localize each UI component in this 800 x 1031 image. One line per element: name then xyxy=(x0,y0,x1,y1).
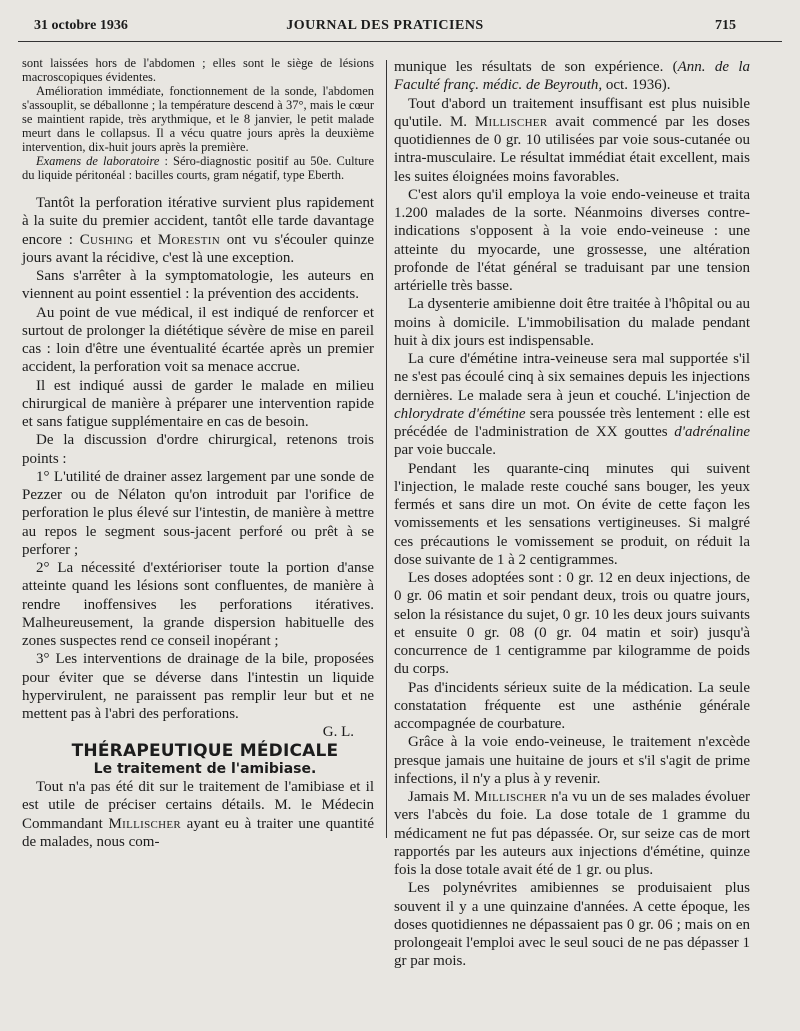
paragraph: Amélioration immédiate, fonctionnement de la sonde, l'abdomen s'assouplit, se déballonne ; la température descend à 37°, mais le cœur se maintient rapide, très arythmique, et le 8 janvier, le petit malade meurt dans le collapsus. Il a vécu quatre jours après la deuxième intervention, dix-huit jours après la première. xyxy=(22,84,374,154)
paragraph: De la discussion d'ordre chirurgical, retenons trois points : xyxy=(22,432,374,467)
paragraph: Pendant les quarante-cinq minutes qui suivent l'injection, le malade reste couché sans bouger, les yeux fermés et sans dire un mot. On évite de cette façon les vomissements et les sensations vertigineuses. Si malgré ces précautions le vomissement se produit, on réduit la dose suivante de 1 à 2 centigrammes. xyxy=(394,460,750,568)
paragraph: Les polynévrites amibiennes se produisaient plus souvent il y a une quinzaine d'années. A cette époque, les doses quotidiennes ne dépassaient pas 0 gr. 06 ; mais on en prolongeait l'emploi avec le seul souci de ne pas dépasser 1 gr par mois. xyxy=(394,880,750,970)
journal-title: JOURNAL DES PRATICIENS xyxy=(286,18,484,33)
drug-name: chlorydrate d'émétine xyxy=(394,405,526,422)
lab-exam-label: Examens de laboratoire xyxy=(36,154,160,168)
author-name: Cushing xyxy=(79,231,134,248)
paragraph: Il est indiqué aussi de garder le malade en milieu chirurgical de manière à préparer une intervention rapide et sans fatigue supplémentaire en cas de besoin. xyxy=(22,377,374,430)
paragraph: 3° Les interventions de drainage de la bile, proposées pour éviter que se déverse dans l'intestin un liquide hypervirulent, ne paraissent pas remplir leur but et ne mettent pas à l'abri des perforations. xyxy=(22,651,374,722)
paragraph: Tout n'a pas été dit sur le traitement de l'amibiase et il est utile de préciser certains détails. M. le Médecin Commandant Millischer ayant eu à traiter une quantité de malades, nous com- xyxy=(22,779,374,850)
paragraph: Tantôt la perforation itérative survient plus rapidement à la suite du premier accident, tantôt elle tarde davantage encore : Cushing et Morestin ont vu s'écouler quinze jours avant la récidive, c'est là une exception. xyxy=(22,195,375,266)
author-name: Morestin xyxy=(157,231,221,248)
paragraph: Les doses adoptées sont : 0 gr. 12 en deux injections, de 0 gr. 06 matin et soir pendant deux, trois ou quatre jours, selon la résistance du sujet, 0 gr. 10 les deux jours suivants et ensuite 0 gr. 08 (0 gr. 04 matin et soir) jusqu'à concurrence de 1 centigramme par kilogramme de poids du corps. xyxy=(394,570,750,678)
paragraph: sont laissées hors de l'abdomen ; elles sont le siège de lésions macroscopiques évidentes. xyxy=(22,56,374,84)
section-title: THÉRAPEUTIQUE MÉDICALE xyxy=(71,740,339,761)
paragraph: 1° L'utilité de drainer assez largement par une sonde de Pezzer ou de Nélaton qu'on introduit par l'orifice de perforation le plus élevé sur l'intestin, de manière à mettre au repos le segment sous-jacent perforé ou prêt à se perforer ; xyxy=(22,468,374,558)
paragraph: Au point de vue médical, il est indiqué de renforcer et surtout de prolonger la diététique sévère de mise en pareil cas : loin d'être une éventualité écartée après un premier accident, la perforation voit sa menace accrue. xyxy=(22,304,374,376)
left-column xyxy=(22,56,374,851)
author-name: Millischer xyxy=(108,815,182,832)
right-column xyxy=(394,58,750,971)
column-divider xyxy=(386,60,387,838)
author-name: Millischer xyxy=(474,113,548,130)
running-header xyxy=(34,18,736,38)
paragraph: munique les résultats de son expérience. (Ann. de la Faculté franç. médic. de Beyrouth, oct. 1936). xyxy=(394,59,750,94)
paragraph: Examens de laboratoire : Séro-diagnostic positif au 50e. Culture du liquide péritonéal : bacilles courts, gram négatif, type Eberth. xyxy=(22,154,374,182)
drug-name: d'adrénaline xyxy=(674,424,750,440)
paragraph: Tout d'abord un traitement insuffisant est plus nuisible qu'utile. M. Millischer avait commencé par les doses quotidiennes de 0 gr. 10 utilisées par voie sous-cutanée ou intra-musculaire. Le résultat immédiat était excellent, mais les suites éloignées moins favorables. xyxy=(394,95,750,185)
header-rule xyxy=(18,41,782,42)
paragraph: Jamais M. Millischer n'a vu un de ses malades évoluer vers l'abcès du foie. La dose totale de 1 gramme du médicament ne fut pas dépassée. Or, sur seize cas de mort rapportés par les auteurs aux injections d'émétine, quinze fois la dose totale avait été de 1 gr. ou plus. xyxy=(394,789,750,878)
author-name: Millischer xyxy=(474,789,547,805)
paragraph: 2° La nécessité d'extérioriser toute la portion d'anse atteinte quand les lésions sont confluentes, de manière à rendre inoffensives les perforations itératives. Malheureusement, la grande dispersion habituelle des zones suspectes rend ce conseil inopérant ; xyxy=(22,560,374,649)
paragraph: La cure d'émétine intra-veineuse sera mal supportée s'il ne s'est pas écoulé cinq à six semaines depuis les injections dernières. Le malade sera à jeun et couché. L'injection de chlorydrate d'émétine sera poussée très lentement : elle est précédée de l'administration de XX gouttes d'adrénaline par voie buccale. xyxy=(394,351,750,459)
paragraph: Pas d'incidents sérieux suite de la médication. La seule constatation fréquente est une asthénie générale accompagnée de courbature. xyxy=(394,679,750,732)
article-title: Le traitement de l'amibiase. xyxy=(93,760,317,777)
page-number: 715 xyxy=(715,18,736,33)
signature: G. L. xyxy=(322,724,354,741)
paragraph: La dysenterie amibienne doit être traitée à l'hôpital ou au moins à domicile. L'immobilisation du malade pendant huit à dix jours est indispensable. xyxy=(394,296,750,349)
reference: Ann. de la Faculté franç. médic. de Beyrouth, xyxy=(394,59,750,94)
paragraph: Grâce à la voie endo-veineuse, le traitement n'excède presque jamais une huitaine de jours et s'il s'agit de prime infections, il n'y a plus à y revenir. xyxy=(394,734,750,787)
article-body xyxy=(22,194,374,851)
paragraph: C'est alors qu'il employa la voie endo-veineuse et traita 1.200 malades de la sorte. Néanmoins diverses contre-indications s'opposent à la voie endo-veineuse : une atteinte du myocarde, une grossesse, une altération profonde de l'état général se traduisant par une tension artérielle très basse. xyxy=(394,186,750,294)
case-report-end xyxy=(22,56,374,182)
issue-date: 31 octobre 1936 xyxy=(34,18,128,33)
paragraph: Sans s'arrêter à la symptomatologie, les auteurs en viennent au point essentiel : la prévention des accidents. xyxy=(22,268,374,303)
